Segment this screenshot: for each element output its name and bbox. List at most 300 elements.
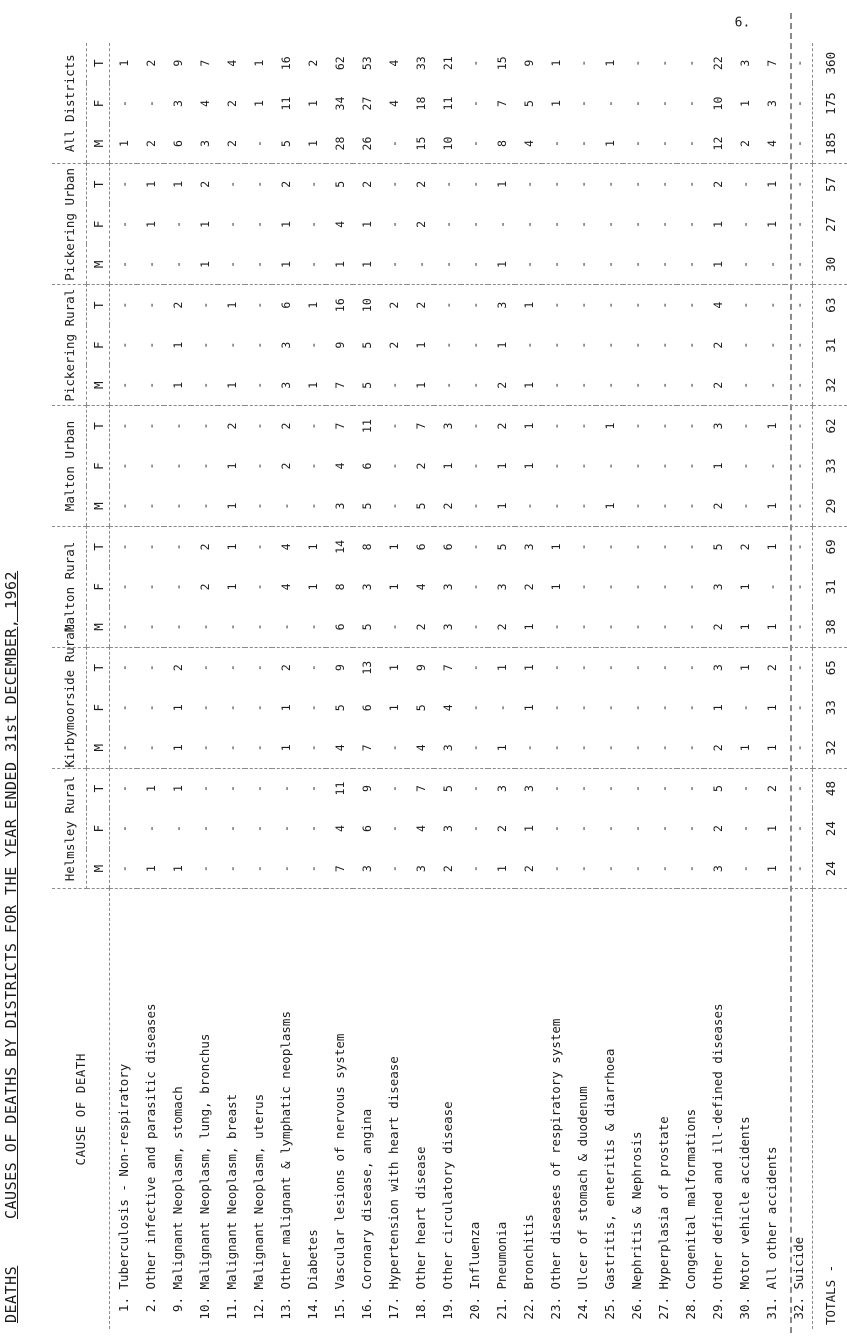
cause-text: Nephritis & Nephrosis [629, 1131, 644, 1290]
table-row [758, 43, 785, 1329]
cause-text: Congenital malformations [683, 1108, 698, 1290]
row-number: 11. [224, 1297, 239, 1320]
value-cell: - [683, 100, 698, 107]
value-cell: 11 [332, 781, 347, 796]
value-cell: - [380, 124, 407, 164]
value-cell: 2 [305, 59, 320, 67]
value-cell: 3 [494, 785, 509, 793]
value-cell: 1 [515, 365, 542, 405]
row-number: 21. [494, 1297, 509, 1320]
value-cell: 5 [332, 704, 347, 712]
table-row [164, 43, 191, 1329]
value-cell: 1 [170, 341, 185, 349]
page-title: CAUSES OF DEATHS BY DISTRICTS FOR THE YEAR ENDED 31st DECEMBER, 1962 [2, 570, 20, 1219]
value-cell: - [278, 825, 293, 833]
value-cell: - [299, 245, 326, 285]
value-cell: 2 [434, 849, 461, 889]
value-cell: - [386, 462, 401, 470]
value-cell: - [677, 486, 704, 526]
value-cell: - [245, 245, 272, 285]
value-cell: - [602, 583, 617, 591]
value-cell: - [110, 849, 138, 889]
value-cell: - [542, 728, 569, 768]
value-cell: - [650, 365, 677, 405]
sex-subheader: T [87, 406, 110, 446]
value-cell: 1 [731, 607, 758, 647]
value-cell: - [299, 607, 326, 647]
value-cell: 1 [164, 849, 191, 889]
value-cell: 2 [386, 301, 401, 309]
value-cell: 5 [353, 607, 380, 647]
value-cell: 26 [353, 124, 380, 164]
table-row [704, 43, 731, 1329]
total-cell: 69 [813, 526, 847, 566]
value-cell: 1 [602, 422, 617, 430]
value-cell: - [629, 825, 644, 833]
value-cell: 4 [386, 100, 401, 107]
value-cell: - [596, 245, 623, 285]
value-cell: - [305, 180, 320, 188]
district-header: Malton Urban [52, 406, 87, 527]
value-cell: 9 [332, 341, 347, 349]
row-number: 19. [440, 1297, 455, 1320]
value-cell: 21 [440, 56, 455, 71]
value-cell: - [461, 245, 488, 285]
value-cell: 4 [332, 825, 347, 833]
cause-label [623, 889, 650, 1329]
value-cell: - [548, 664, 563, 672]
value-cell: - [197, 825, 212, 833]
value-cell: - [602, 100, 617, 107]
value-cell: - [602, 341, 617, 349]
value-cell: 2 [278, 664, 293, 672]
value-cell: 5 [353, 486, 380, 526]
value-cell: - [650, 245, 677, 285]
row-number: 13. [278, 1297, 293, 1320]
row-number: 25. [602, 1297, 617, 1320]
value-cell: 1 [299, 365, 326, 405]
sex-subheader: F [87, 446, 110, 486]
cause-label [731, 889, 758, 1329]
cause-label [353, 889, 380, 1329]
row-number: 10. [197, 1297, 212, 1320]
value-cell: 1 [548, 100, 563, 107]
value-cell: 3 [710, 664, 725, 672]
value-cell: 5 [494, 543, 509, 551]
value-cell: - [467, 422, 482, 430]
value-cell: - [542, 486, 569, 526]
value-cell: 1 [224, 543, 239, 551]
value-cell: - [299, 486, 326, 526]
table-row [353, 43, 380, 1329]
value-cell: - [602, 301, 617, 309]
value-cell: - [170, 422, 185, 430]
value-cell: - [197, 422, 212, 430]
value-cell: 1 [764, 825, 779, 833]
value-cell: 2 [224, 100, 239, 107]
value-cell: - [245, 728, 272, 768]
table-row [191, 43, 218, 1329]
value-cell: - [299, 849, 326, 889]
table-row [299, 43, 326, 1329]
value-cell: - [656, 100, 671, 107]
value-cell: - [386, 220, 401, 228]
value-cell: - [191, 486, 218, 526]
value-cell: - [548, 422, 563, 430]
total-cell: 27 [813, 204, 847, 244]
table-row [407, 43, 434, 1329]
table-row [542, 43, 569, 1329]
value-cell: - [461, 607, 488, 647]
value-cell: - [197, 341, 212, 349]
value-cell: - [623, 728, 650, 768]
value-cell: - [143, 664, 158, 672]
value-cell: - [737, 341, 752, 349]
value-cell: - [629, 664, 644, 672]
value-cell: 1 [764, 704, 779, 712]
value-cell: 9 [359, 785, 374, 793]
value-cell: - [521, 180, 536, 188]
total-cell: 30 [813, 245, 847, 285]
cause-text: Diabetes [305, 1229, 320, 1290]
value-cell: 2 [494, 422, 509, 430]
sex-subheader: M [87, 245, 110, 285]
value-cell: 2 [764, 785, 779, 793]
value-cell: - [137, 245, 164, 285]
value-cell: 1 [143, 220, 158, 228]
value-cell: 2 [764, 664, 779, 672]
value-cell: - [548, 180, 563, 188]
value-cell: 2 [224, 422, 239, 430]
value-cell: - [197, 704, 212, 712]
cause-text: Tuberculosis - Non-respiratory [116, 1063, 131, 1290]
value-cell: - [569, 849, 596, 889]
value-cell: 1 [521, 301, 536, 309]
value-cell: - [656, 543, 671, 551]
value-cell: - [677, 245, 704, 285]
value-cell: 4 [332, 462, 347, 470]
value-cell: - [629, 785, 644, 793]
value-cell: 1 [272, 728, 299, 768]
value-cell: 3 [710, 422, 725, 430]
row-number: 12. [251, 1297, 266, 1320]
sex-subheader: F [87, 567, 110, 607]
value-cell: - [737, 462, 752, 470]
value-cell: - [596, 849, 623, 889]
cause-label [218, 889, 245, 1329]
value-cell: - [791, 664, 806, 672]
value-cell: - [461, 728, 488, 768]
cause-text: Gastritis, enteritis & diarrhoea [602, 1048, 617, 1290]
value-cell: - [110, 245, 138, 285]
cause-text: Other heart disease [413, 1146, 428, 1290]
value-cell: - [440, 220, 455, 228]
value-cell: - [623, 365, 650, 405]
value-cell: 1 [548, 583, 563, 591]
total-cell: 175 [813, 83, 847, 123]
value-cell: - [629, 180, 644, 188]
value-cell: 9 [170, 59, 185, 67]
value-cell: - [386, 825, 401, 833]
value-cell: 1 [251, 100, 266, 107]
value-cell: 9 [332, 664, 347, 672]
value-cell: - [623, 849, 650, 889]
value-cell: - [791, 543, 806, 551]
value-cell: - [164, 486, 191, 526]
value-cell: - [170, 543, 185, 551]
value-cell: 1 [170, 704, 185, 712]
value-cell: - [785, 486, 813, 526]
value-cell: 1 [305, 543, 320, 551]
value-cell: 2 [731, 124, 758, 164]
value-cell: 2 [407, 607, 434, 647]
value-cell: - [170, 462, 185, 470]
value-cell: - [731, 365, 758, 405]
row-number: 32. [791, 1297, 806, 1320]
cause-text: Bronchitis [521, 1214, 536, 1290]
value-cell: - [224, 180, 239, 188]
value-cell: 3 [521, 543, 536, 551]
value-cell: - [650, 728, 677, 768]
cause-label [461, 889, 488, 1329]
sex-subheader: M [87, 607, 110, 647]
value-cell: 6 [359, 704, 374, 712]
value-cell: 3 [170, 100, 185, 107]
value-cell: - [623, 245, 650, 285]
cause-label [434, 889, 461, 1329]
value-cell: - [434, 365, 461, 405]
value-cell: - [218, 728, 245, 768]
value-cell: 1 [494, 341, 509, 349]
value-cell: 9 [413, 664, 428, 672]
cause-label [110, 889, 138, 1329]
value-cell: 1 [515, 607, 542, 647]
deaths-table [52, 43, 847, 1329]
value-cell: - [758, 365, 785, 405]
total-cell: 33 [813, 446, 847, 486]
value-cell: - [656, 462, 671, 470]
total-cell: 38 [813, 607, 847, 647]
value-cell: 2 [704, 486, 731, 526]
value-cell: 2 [710, 341, 725, 349]
value-cell: - [164, 245, 191, 285]
total-cell: 32 [813, 728, 847, 768]
value-cell: 7 [332, 422, 347, 430]
value-cell: - [575, 664, 590, 672]
total-cell: 31 [813, 325, 847, 365]
value-cell: 1 [494, 180, 509, 188]
value-cell: - [494, 220, 509, 228]
value-cell: - [305, 462, 320, 470]
total-cell: 65 [813, 647, 847, 687]
value-cell: 1 [488, 486, 515, 526]
value-cell: - [197, 462, 212, 470]
value-cell: - [386, 785, 401, 793]
value-cell: 4 [440, 704, 455, 712]
value-cell: 1 [521, 664, 536, 672]
sex-subheader: T [87, 164, 110, 204]
value-cell: 12 [704, 124, 731, 164]
value-cell: - [629, 583, 644, 591]
value-cell: - [623, 486, 650, 526]
value-cell: - [785, 245, 813, 285]
value-cell: 1 [494, 462, 509, 470]
value-cell: 1 [170, 785, 185, 793]
value-cell: - [656, 301, 671, 309]
value-cell: - [110, 365, 138, 405]
value-cell: - [137, 486, 164, 526]
value-cell: - [569, 245, 596, 285]
value-cell: 1 [737, 100, 752, 107]
value-cell: 3 [521, 785, 536, 793]
value-cell: - [683, 180, 698, 188]
table-row [677, 43, 704, 1329]
value-cell: 1 [737, 583, 752, 591]
value-cell: 5 [359, 341, 374, 349]
cause-label [272, 889, 299, 1329]
value-cell: 3 [272, 365, 299, 405]
value-cell: - [683, 704, 698, 712]
value-cell: - [245, 607, 272, 647]
value-cell: - [245, 849, 272, 889]
value-cell: - [677, 124, 704, 164]
total-cell: 63 [813, 285, 847, 325]
value-cell: - [683, 664, 698, 672]
value-cell: 2 [413, 301, 428, 309]
value-cell: 4 [758, 124, 785, 164]
value-cell: - [677, 728, 704, 768]
value-cell: - [440, 301, 455, 309]
value-cell: 1 [386, 543, 401, 551]
value-cell: - [224, 341, 239, 349]
value-cell: - [650, 849, 677, 889]
value-cell: 1 [110, 124, 138, 164]
value-cell: 4 [332, 220, 347, 228]
value-cell: - [251, 341, 266, 349]
value-cell: 2 [704, 728, 731, 768]
value-cell: 6 [413, 543, 428, 551]
value-cell: - [467, 462, 482, 470]
row-number: 16. [359, 1297, 374, 1320]
total-cell: 32 [813, 365, 847, 405]
value-cell: - [575, 422, 590, 430]
page-number: 6. [734, 15, 751, 31]
value-cell: - [602, 180, 617, 188]
value-cell: - [569, 607, 596, 647]
value-cell: - [467, 543, 482, 551]
value-cell: - [629, 341, 644, 349]
value-cell: 1 [521, 825, 536, 833]
value-cell: 2 [515, 849, 542, 889]
district-header: Pickering Urban [52, 164, 87, 285]
value-cell: - [143, 341, 158, 349]
value-cell: - [542, 365, 569, 405]
row-number: 28. [683, 1297, 698, 1320]
value-cell: 4 [515, 124, 542, 164]
value-cell: 3 [407, 849, 434, 889]
cause-text: Other defined and ill-defined diseases [710, 1003, 725, 1290]
value-cell: 6 [326, 607, 353, 647]
value-cell: 14 [332, 539, 347, 554]
table-row [380, 43, 407, 1329]
value-cell: - [575, 543, 590, 551]
value-cell: 1 [758, 607, 785, 647]
cause-text: Malignant Neoplasm, breast [224, 1093, 239, 1290]
value-cell: 4 [197, 100, 212, 107]
value-cell: - [737, 704, 752, 712]
value-cell: 1 [521, 462, 536, 470]
cause-label [245, 889, 272, 1329]
value-cell: - [137, 728, 164, 768]
value-cell: - [143, 100, 158, 107]
row-number: 31. [764, 1297, 779, 1320]
total-cell: 185 [813, 124, 847, 164]
page-rule [790, 13, 792, 1333]
value-cell: - [785, 607, 813, 647]
value-cell: 10 [710, 96, 725, 111]
value-cell: 2 [278, 180, 293, 188]
value-cell: - [380, 245, 407, 285]
value-cell: 1 [272, 245, 299, 285]
value-cell: 1 [143, 785, 158, 793]
value-cell: 1 [224, 301, 239, 309]
value-cell: 6 [359, 825, 374, 833]
table-row [461, 43, 488, 1329]
table-row [137, 43, 164, 1329]
value-cell: 1 [305, 100, 320, 107]
value-cell: - [677, 849, 704, 889]
value-cell: 5 [413, 704, 428, 712]
value-cell: 13 [359, 660, 374, 675]
value-cell: - [305, 704, 320, 712]
value-cell: - [110, 607, 138, 647]
value-cell: - [116, 704, 131, 712]
table-row [218, 43, 245, 1329]
value-cell: - [737, 220, 752, 228]
value-cell: - [197, 301, 212, 309]
row-number: 17. [386, 1297, 401, 1320]
value-cell: - [494, 704, 509, 712]
value-cell: 3 [440, 422, 455, 430]
value-cell: - [656, 220, 671, 228]
value-cell: - [272, 486, 299, 526]
table-row [488, 43, 515, 1329]
value-cell: - [602, 825, 617, 833]
cause-label [650, 889, 677, 1329]
value-cell: - [629, 59, 644, 67]
sex-subheader: M [87, 365, 110, 405]
value-cell: - [116, 220, 131, 228]
value-cell: - [191, 365, 218, 405]
sex-subheader: F [87, 688, 110, 728]
value-cell: 8 [359, 543, 374, 551]
value-cell: 2 [413, 220, 428, 228]
total-cell: 360 [813, 43, 847, 83]
value-cell: - [785, 365, 813, 405]
value-cell: - [548, 341, 563, 349]
totals-label: TOTALS - [813, 889, 847, 1329]
value-cell: - [521, 341, 536, 349]
value-cell: 7 [353, 728, 380, 768]
row-number: 30. [737, 1297, 752, 1320]
table-row [650, 43, 677, 1329]
value-cell: 3 [440, 583, 455, 591]
total-cell: 29 [813, 486, 847, 526]
row-number: 22. [521, 1297, 536, 1320]
value-cell: - [629, 543, 644, 551]
value-cell: - [305, 825, 320, 833]
row-number: 24. [575, 1297, 590, 1320]
